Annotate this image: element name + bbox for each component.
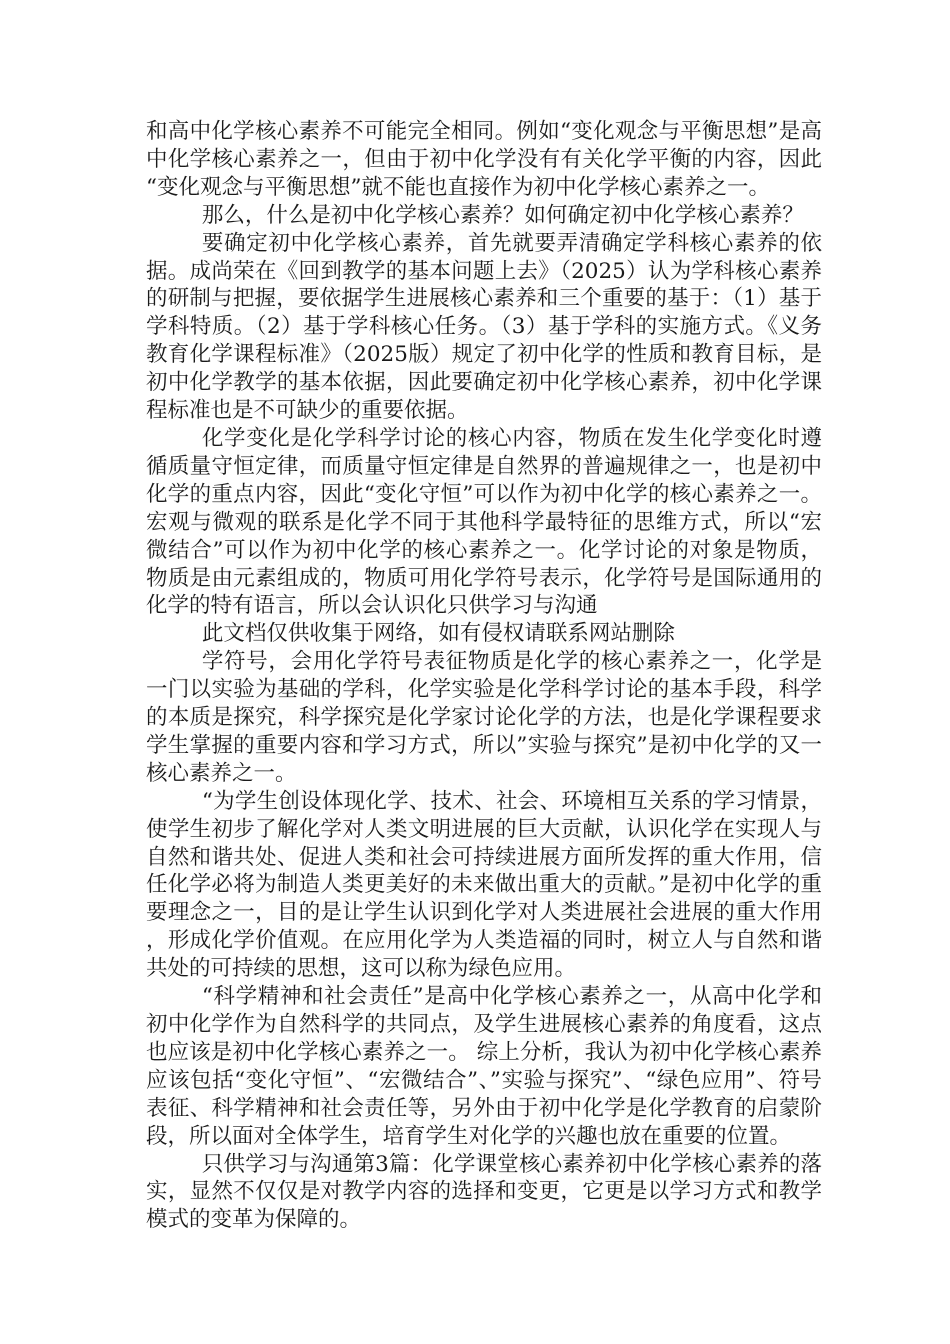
- paragraph-question: 那么，什么是初中化学核心素养？如何确定初中化学核心素养？: [201, 202, 804, 228]
- paragraph-summary: “科学精神和社会责任”是高中化学核心素养之一，从高中化学和初中化学作为自然科学的共同点，及学生进展核心素养的角度看，这点也应该是初中化学核心素养之一。 综上分析，我认为初中化学核心素养应该包括“变化守恒”、“宏微结合”、”实验与探究”、“绿色应用”、符号表征、科学精神和社会责任等，另外由于初中化学是化学教育的启蒙阶段，所以面对全体学生，培育学生对化学的兴趣也放在重要的位置。: [146, 984, 822, 1149]
- document-body: [146, 118, 822, 1234]
- paragraph-basis: 要确定初中化学核心素养，首先就要弄清确定学科核心素养的依据。成尚荣在《回到教学的基本问题上去》（2025）认为学科核心素养的研制与把握，要依据学生进展核心素养和三个重要的基于：（1）基于学科特质。（2）基于学科核心任务。（3）基于学科的实施方式。《义务教育化学课程标准》（2025版）规定了初中化学的性质和教育目标，是初中化学教学的基本依据，因此要确定初中化学核心素养，初中化学课程标准也是不可缺少的重要依据。: [146, 230, 822, 424]
- paragraph-symbols-experiment: 学符号，会用化学符号表征物质是化学的核心素养之一，化学是一门以实验为基础的学科，化学实验是化学科学讨论的基本手段，科学的本质是探究，科学探究是化学家讨论化学的方法，也是化学课程要求学生掌握的重要内容和学习方式，所以”实验与探究”是初中化学的又一核心素养之一。: [146, 649, 822, 786]
- disclaimer-note: 此文档仅供收集于网络，如有侵权请联系网站删除: [201, 621, 675, 647]
- paragraph-continuation: 和高中化学核心素养不可能完全相同。例如“变化观念与平衡思想”是高中化学核心素养之一，但由于初中化学没有有关化学平衡的内容，因此“变化观念与平衡思想”就不能也直接作为初中化学核心素养之一。: [146, 119, 822, 200]
- paragraph-green-application: “为学生创设体现化学、技术、社会、环境相互关系的学习情景，使学生初步了解化学对人类文明进展的巨大贡献，认识化学在实现人与自然和谐共处、促进人类和社会可持续进展方面所发挥的重大作用，信任化学必将为制造人类更美好的未来做出重大的贡献。”是初中化学的重要理念之一，目的是让学生认识到化学对人类进展社会进展的重大作用，形成化学价值观。在应用化学为人类造福的同时，树立人与自然和谐共处的可持续的思想，这可以称为绿色应用。: [146, 788, 822, 982]
- paragraph-change-conservation: 化学变化是化学科学讨论的核心内容，物质在发生化学变化时遵循质量守恒定律，而质量守恒定律是自然界的普遍规律之一，也是初中化学的重点内容，因此“变化守恒”可以作为初中化学的核心素养之一。宏观与微观的联系是化学不同于其他科学最特征的思维方式，所以“宏微结合”可以作为初中化学的核心素养之一。化学讨论的对象是物质，物质是由元素组成的，物质可用化学符号表示，化学符号是国际通用的化学的特有语言，所以会认识化只供学习与沟通: [146, 425, 822, 619]
- paragraph-section-3: 只供学习与沟通第3篇：化学课堂核心素养初中化学核心素养的落实，显然不仅仅是对教学内容的选择和变更，它更是以学习方式和教学模式的变革为保障的。: [146, 1151, 822, 1233]
